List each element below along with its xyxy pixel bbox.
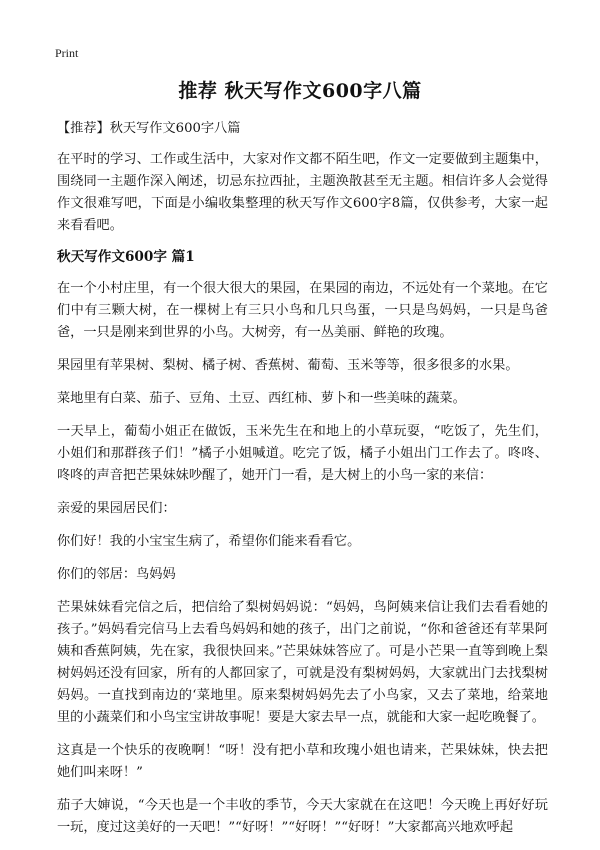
paragraph-10: 茄子大婶说，“今天也是一个丰收的季节，今天大家就在在这吧！今天晚上再好好玩一玩，度过这美好的一天吧！”“好呀！”“好呀！”“好呀！”大家都高兴地欢呼起 [57, 798, 548, 835]
section-heading: 秋天写作文600字 篇1 [57, 249, 195, 265]
intro-line: 【推荐】秋天写作文600字八篇 [57, 121, 241, 136]
lead-paragraph: 在平时的学习、工作或生活中，大家对作文都不陌生吧，作文一定要做到主题集中，围绕同一主题作深入阐述，切忌东拉西扯，主题涣散甚至无主题。相信许多人会觉得作文很难写吧，下面是小编收集整理的秋天写作文600字8篇，仅供参考，大家一起来看看吧。 [57, 152, 548, 233]
print-link[interactable]: Print [55, 46, 79, 60]
paragraph-9: 这真是一个快乐的夜晚啊！“呀！没有把小草和玫瑰小姐也请来，芒果妹妹，快去把她们叫来呀！” [57, 743, 548, 780]
paragraph-3: 菜地里有白菜、茄子、豆角、土豆、西红柿、萝卜和一些美味的蔬菜。 [57, 391, 466, 406]
paragraph-4: 一天早上，葡萄小姐正在做饭，玉米先生在和地上的小草玩耍，“吃饭了，先生们，小姐们和那群孩子们！”橘子小姐喊道。吃完了饭，橘子小姐出门工作去了。咚咚、咚咚的声音把芒果妹妹吵醒了，她开门一看，是大树上的小鸟一家的来信： [57, 424, 548, 483]
paragraph-6: 你们好！我的小宝宝生病了，希望你们能来看看它。 [57, 534, 361, 549]
article-body [57, 118, 548, 850]
paragraph-8: 芒果妹妹看完信之后，把信给了梨树妈妈说：“妈妈，鸟阿姨来信让我们去看看她的孩子。”妈妈看完信马上去看鸟妈妈和她的孩子，出门之前说，“你和爸爸还有苹果阿姨和香蕉阿姨，先在家，我很快回来。”芒果妹妹答应了。可是小芒果一直等到晚上梨树妈妈还没有回家，所有的人都回家了，可就是没有梨树妈妈，大家就出门去找梨树妈妈。一直找到南边的‘菜地里。原来梨树妈妈先去了小鸟家，又去了菜地，给菜地里的小蔬菜们和小鸟宝宝讲故事呢！要是大家去早一点，就能和大家一起吃晚餐了。 [57, 600, 548, 725]
paragraph-2: 果园里有苹果树、梨树、橘子树、香蕉树、葡萄、玉米等等，很多很多的水果。 [57, 358, 519, 373]
paragraph-7: 你们的邻居：鸟妈妈 [57, 567, 176, 582]
page-title: 推荐 秋天写作文600字八篇 [178, 80, 422, 102]
paragraph-1: 在一个小村庄里，有一个很大很大的果园，在果园的南边，不远处有一个菜地。在它们中有三颗大树，在一棵树上有三只小鸟和几只鸟蛋，一只是鸟妈妈，一只是鸟爸爸，一只是刚来到世界的小鸟。大树旁，有一丛美丽、鲜艳的玫瑰。 [57, 281, 548, 340]
paragraph-5: 亲爱的果园居民们： [57, 501, 176, 516]
